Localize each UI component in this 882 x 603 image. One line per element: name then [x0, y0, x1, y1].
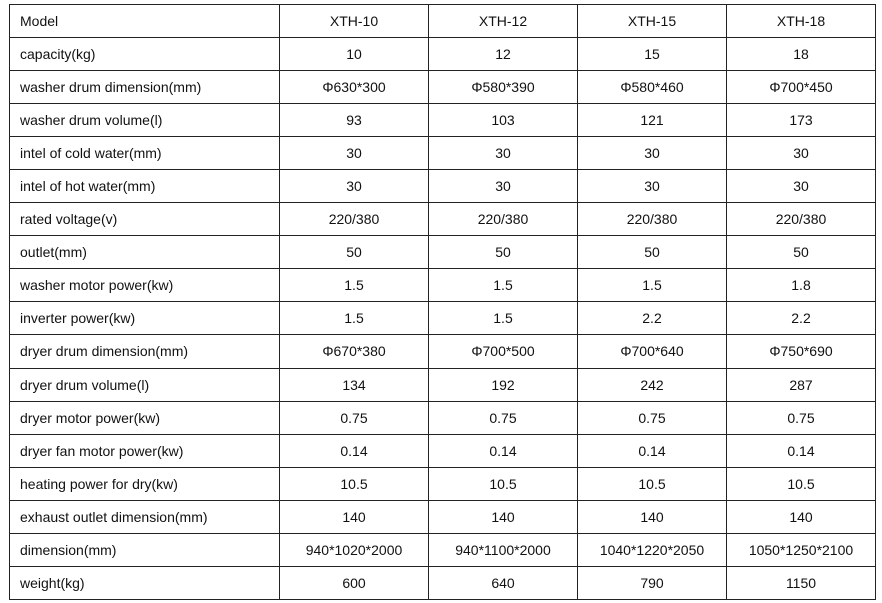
- value-cell: 140: [429, 500, 578, 533]
- row-label: rated voltage(v): [10, 203, 280, 236]
- value-cell: 0.14: [578, 434, 727, 467]
- value-cell: 12: [429, 38, 578, 71]
- table-row: [10, 203, 876, 236]
- value-cell: 10.5: [578, 467, 727, 500]
- table-row: [10, 38, 876, 71]
- table-row: [10, 302, 876, 335]
- row-label: dimension(mm): [10, 533, 280, 566]
- value-cell: 10.5: [280, 467, 429, 500]
- value-cell: 121: [578, 104, 727, 137]
- value-cell: 1.5: [578, 269, 727, 302]
- row-label: dryer fan motor power(kw): [10, 434, 280, 467]
- value-cell: 1050*1250*2100: [727, 533, 876, 566]
- value-cell: 0.14: [280, 434, 429, 467]
- value-cell: 0.75: [280, 401, 429, 434]
- value-cell: 140: [578, 500, 727, 533]
- table-row: [10, 236, 876, 269]
- table-row: [10, 434, 876, 467]
- table-row: [10, 368, 876, 401]
- row-label: intel of cold water(mm): [10, 137, 280, 170]
- value-cell: 2.2: [578, 302, 727, 335]
- value-cell: 134: [280, 368, 429, 401]
- table-row: [10, 467, 876, 500]
- value-cell: 0.14: [429, 434, 578, 467]
- value-cell: 220/380: [578, 203, 727, 236]
- value-cell: 10: [280, 38, 429, 71]
- value-cell: 242: [578, 368, 727, 401]
- row-label: dryer drum dimension(mm): [10, 335, 280, 368]
- value-cell: Φ700*500: [429, 335, 578, 368]
- value-cell: 50: [429, 236, 578, 269]
- row-label: exhaust outlet dimension(mm): [10, 500, 280, 533]
- table-row: [10, 269, 876, 302]
- spec-table: [9, 4, 876, 600]
- table-row: [10, 500, 876, 533]
- value-cell: 0.75: [429, 401, 578, 434]
- table-row: [10, 401, 876, 434]
- value-cell: Φ670*380: [280, 335, 429, 368]
- header-cell-xth-10: XTH-10: [280, 5, 429, 38]
- row-label: inverter power(kw): [10, 302, 280, 335]
- row-label: dryer motor power(kw): [10, 401, 280, 434]
- value-cell: 1040*1220*2050: [578, 533, 727, 566]
- value-cell: 50: [280, 236, 429, 269]
- value-cell: 30: [727, 137, 876, 170]
- table-row: [10, 71, 876, 104]
- row-label: outlet(mm): [10, 236, 280, 269]
- value-cell: 1.5: [429, 302, 578, 335]
- value-cell: 640: [429, 566, 578, 599]
- header-cell-xth-12: XTH-12: [429, 5, 578, 38]
- value-cell: Φ750*690: [727, 335, 876, 368]
- table-row: [10, 533, 876, 566]
- value-cell: 140: [280, 500, 429, 533]
- value-cell: 220/380: [280, 203, 429, 236]
- value-cell: 50: [727, 236, 876, 269]
- value-cell: Φ700*450: [727, 71, 876, 104]
- row-label: washer motor power(kw): [10, 269, 280, 302]
- value-cell: 1.5: [280, 269, 429, 302]
- value-cell: 1150: [727, 566, 876, 599]
- value-cell: 173: [727, 104, 876, 137]
- header-row: [10, 5, 876, 38]
- value-cell: 1.5: [280, 302, 429, 335]
- value-cell: 18: [727, 38, 876, 71]
- header-cell-xth-15: XTH-15: [578, 5, 727, 38]
- value-cell: 93: [280, 104, 429, 137]
- value-cell: 15: [578, 38, 727, 71]
- row-label: dryer drum volume(l): [10, 368, 280, 401]
- value-cell: 790: [578, 566, 727, 599]
- value-cell: 30: [578, 137, 727, 170]
- row-label: intel of hot water(mm): [10, 170, 280, 203]
- value-cell: 30: [280, 170, 429, 203]
- value-cell: 940*1020*2000: [280, 533, 429, 566]
- value-cell: 1.8: [727, 269, 876, 302]
- value-cell: 140: [727, 500, 876, 533]
- value-cell: 220/380: [727, 203, 876, 236]
- value-cell: 50: [578, 236, 727, 269]
- value-cell: Φ630*300: [280, 71, 429, 104]
- value-cell: 0.75: [578, 401, 727, 434]
- value-cell: 103: [429, 104, 578, 137]
- value-cell: 30: [429, 137, 578, 170]
- value-cell: 0.14: [727, 434, 876, 467]
- value-cell: Φ580*460: [578, 71, 727, 104]
- row-label: washer drum volume(l): [10, 104, 280, 137]
- header-cell-model: Model: [10, 5, 280, 38]
- table-row: [10, 170, 876, 203]
- value-cell: Φ580*390: [429, 71, 578, 104]
- value-cell: 600: [280, 566, 429, 599]
- value-cell: 2.2: [727, 302, 876, 335]
- value-cell: 940*1100*2000: [429, 533, 578, 566]
- value-cell: 10.5: [429, 467, 578, 500]
- value-cell: 0.75: [727, 401, 876, 434]
- value-cell: 1.5: [429, 269, 578, 302]
- value-cell: 192: [429, 368, 578, 401]
- value-cell: 30: [429, 170, 578, 203]
- row-label: weight(kg): [10, 566, 280, 599]
- spec-table-body: [10, 5, 876, 600]
- value-cell: 287: [727, 368, 876, 401]
- table-row: [10, 566, 876, 599]
- table-row: [10, 335, 876, 368]
- value-cell: 220/380: [429, 203, 578, 236]
- row-label: capacity(kg): [10, 38, 280, 71]
- header-cell-xth-18: XTH-18: [727, 5, 876, 38]
- table-row: [10, 137, 876, 170]
- value-cell: 30: [578, 170, 727, 203]
- row-label: washer drum dimension(mm): [10, 71, 280, 104]
- row-label: heating power for dry(kw): [10, 467, 280, 500]
- value-cell: Φ700*640: [578, 335, 727, 368]
- value-cell: 10.5: [727, 467, 876, 500]
- table-row: [10, 104, 876, 137]
- value-cell: 30: [280, 137, 429, 170]
- value-cell: 30: [727, 170, 876, 203]
